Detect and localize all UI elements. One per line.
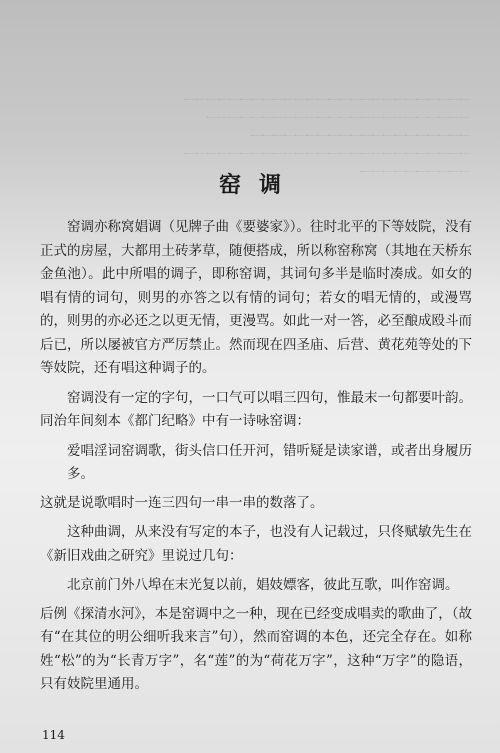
paragraph-explanation: 这就是说歌唱时一连三四句一串一串的数落了。	[40, 494, 324, 511]
show-through-text: 一一一一一一一一一一一一一一一一一一一一一一一一一一 一一一一一一一一一一一一一一一一一一一一一一一一 一一一一一一一一一一一一一一一一一一一一 一一一一一一一一一一一一一一一一一一一一一一一一一一 一一一一一一一一一一	[184, 94, 470, 179]
paragraph-conclusion: 后例《探清水河》，本是窑调中之一种，现在已经变成唱卖的歌曲了，（故有“在其位的明公细听我来言”句），然而窑调的本色，还完全存在。如称姓“松”的为“长青万字”，名“莲”的为“荷花万字”，这种“万字”的隐语，只有妓院里通用。	[40, 605, 472, 692]
page-title: 窑调	[218, 172, 299, 198]
quoted-poem: 爱唱淫词窑调歌，街头信口任开河，错听疑是读家谱，或者出身履历多。	[67, 442, 472, 482]
paragraph-source: 这种曲调，从来没有写定的本子，也没有人记载过，只佟赋敏先生在《新旧戏曲之研究》里说过几句：	[40, 524, 472, 564]
paragraph-lyrics: 窑调没有一定的字句，一口气可以唱三四句，惟最末一句都要叶韵。同治年间刻本《都门纪略》中有一诗咏窑调：	[40, 389, 472, 429]
paragraph-intro: 窑调亦称窝娼调（见牌子曲《要婆家》）。往时北平的下等妓院，没有正式的房屋，大都用土砖茅草，随便搭成，所以称窑称窝（其地在天桥东金鱼池）。此中所唱的调子，即称窑调，其词句多半是临时凑成。如女的唱有情的词句，则男的亦答之以有情的词句；若女的唱无情的，或漫骂的，则男的亦必还之以更无情，更漫骂。如此一对一答，必至酿成殴斗而后已，所以屡被官方严厉禁止。然而现在四圣庙、后营、黄花苑等处的下等妓院，还有唱这种调子的。	[40, 219, 472, 376]
page-number: 114	[42, 728, 65, 742]
quoted-source: 北京前门外八埠在末光复以前，娼妓嫖客，彼此互歌，叫作窑调。	[67, 577, 459, 593]
body-text	[40, 216, 472, 703]
